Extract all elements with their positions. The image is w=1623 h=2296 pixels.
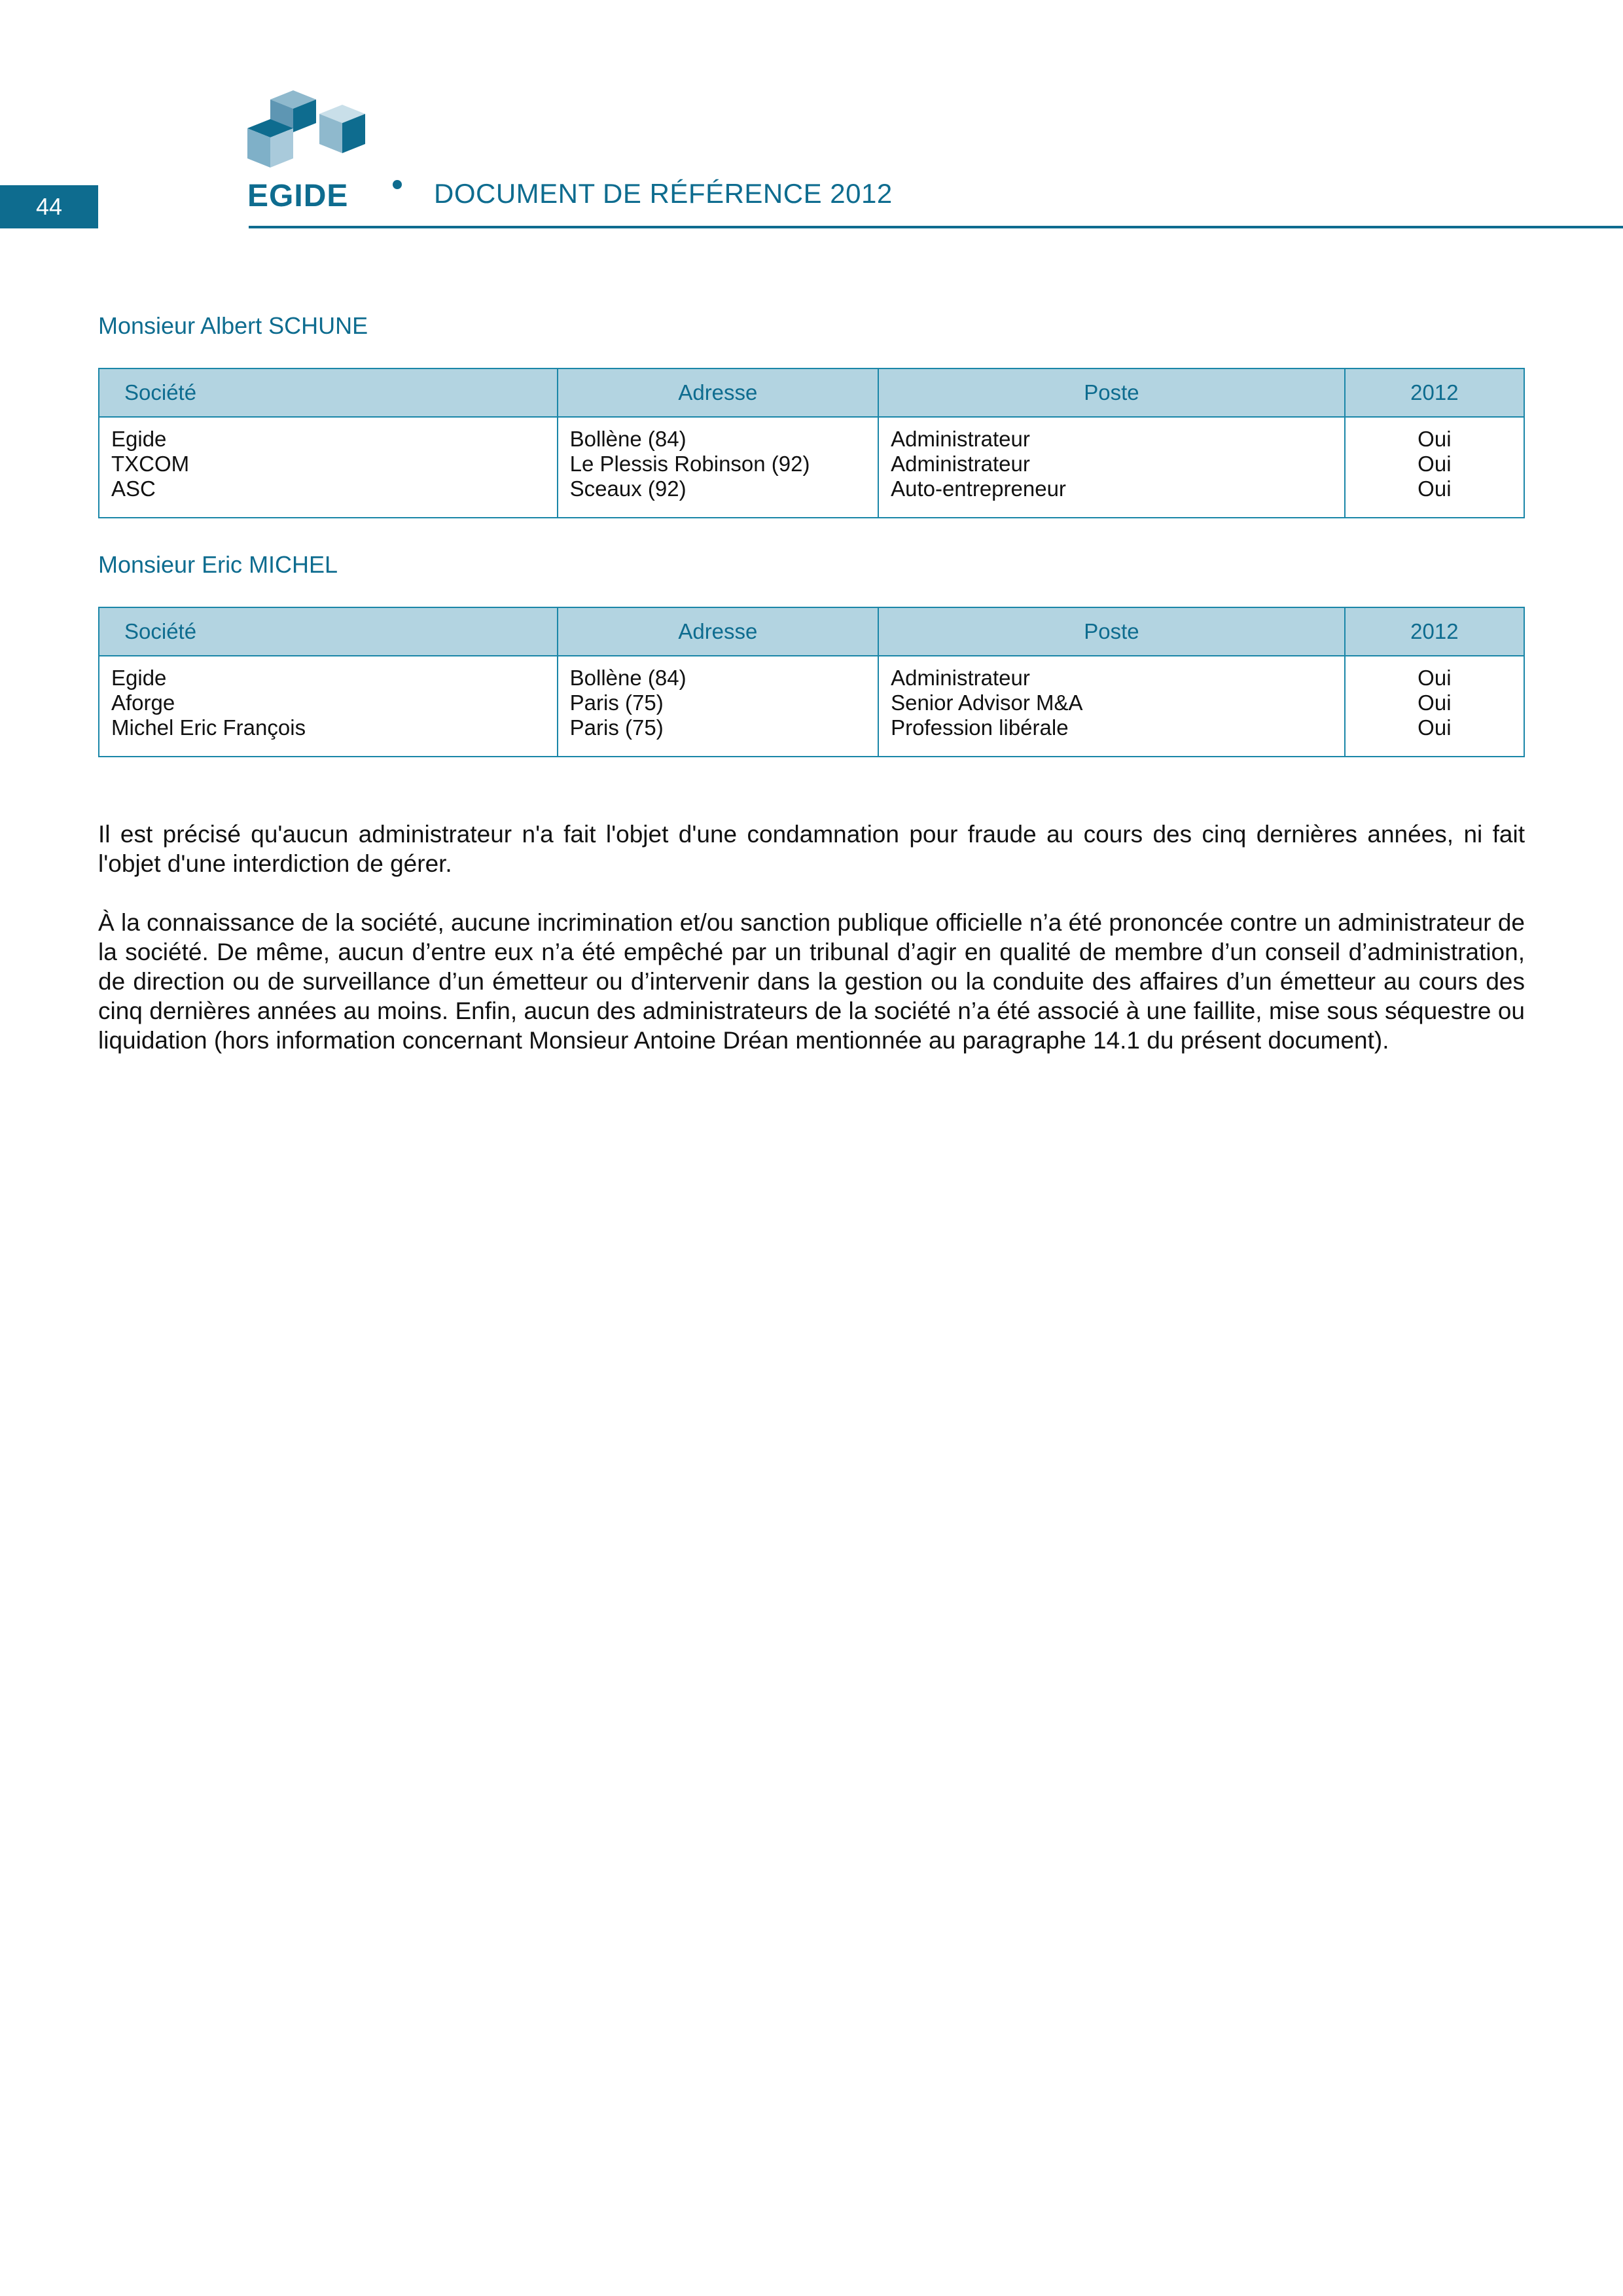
header-divider <box>249 226 1623 228</box>
year-value: Oui <box>1418 476 1452 501</box>
societe-value: TXCOM <box>111 452 190 476</box>
cubes-logo-icon <box>247 85 365 177</box>
paragraph-condamnation: Il est précisé qu'aucun administrateur n'a fait l'objet d'une condamnation pour fraude au cours des cinq dernières années, ni fait l'objet d'une interdiction de gérer. <box>98 821 1525 877</box>
year-cell <box>1345 417 1524 518</box>
poste-cell <box>878 656 1345 757</box>
poste-value: Profession libérale <box>891 715 1069 740</box>
poste-value: Senior Advisor M&A <box>891 691 1083 715</box>
logo-text: EGIDE <box>247 179 349 213</box>
poste-value: Administrateur <box>891 666 1030 690</box>
poste-value: Auto-entrepreneur <box>891 476 1066 501</box>
section-title-schune: Monsieur Albert SCHUNE <box>98 312 368 339</box>
year-cell <box>1345 656 1524 757</box>
year-value: Oui <box>1418 452 1452 476</box>
poste-value: Administrateur <box>891 452 1030 476</box>
adresse-value: Paris (75) <box>569 715 664 740</box>
table-header-row <box>99 607 1524 656</box>
year-value: Oui <box>1418 427 1452 451</box>
year-value: Oui <box>1418 715 1452 740</box>
column-header-societe: Société <box>99 368 558 417</box>
document-title: DOCUMENT DE RÉFÉRENCE 2012 <box>434 178 893 209</box>
table-row <box>99 656 1524 757</box>
societe-value: Egide <box>111 427 167 451</box>
societe-value: Michel Eric François <box>111 715 306 740</box>
page-number: 44 <box>0 185 98 228</box>
adresse-value: Sceaux (92) <box>569 476 687 501</box>
column-header-adresse: Adresse <box>558 607 878 656</box>
adresse-value: Paris (75) <box>569 691 664 715</box>
column-header-poste: Poste <box>878 607 1345 656</box>
societe-value: Aforge <box>111 691 175 715</box>
column-header-adresse: Adresse <box>558 368 878 417</box>
poste-cell <box>878 417 1345 518</box>
adresse-cell <box>558 417 878 518</box>
column-header-poste: Poste <box>878 368 1345 417</box>
mandates-table-michel <box>98 607 1525 757</box>
mandates-table-schune <box>98 368 1525 518</box>
societe-value: ASC <box>111 476 156 501</box>
year-value: Oui <box>1418 691 1452 715</box>
table-header-row <box>99 368 1524 417</box>
adresse-value: Bollène (84) <box>569 666 687 690</box>
header-bullet <box>393 180 402 189</box>
paragraph-incrimination: À la connaissance de la société, aucune incrimination et/ou sanction publique officielle n’a été prononcée contre un administrateur de la société. De même, aucun d’entre eux n’a été empêché par un tribunal d’agir en qualité de membre d’un conseil d’administration, de direction ou de surveillance d’un émetteur ou d’intervenir dans la gestion ou la conduite des affaires d’un émetteur au cours des cinq dernières années au moins. Enfin, aucun des administrateurs de la société n’a été associé à une faillite, mise sous séquestre ou liquidation (hors information concernant Monsieur Antoine Dréan mentionnée au paragraphe 14.1 du présent document). <box>98 909 1525 1054</box>
column-header-year: 2012 <box>1345 607 1524 656</box>
adresse-value: Le Plessis Robinson (92) <box>569 452 810 476</box>
adresse-value: Bollène (84) <box>569 427 687 451</box>
societe-cell <box>99 656 558 757</box>
year-value: Oui <box>1418 666 1452 690</box>
societe-value: Egide <box>111 666 167 690</box>
adresse-cell <box>558 656 878 757</box>
column-header-year: 2012 <box>1345 368 1524 417</box>
section-title-michel: Monsieur Eric MICHEL <box>98 551 338 578</box>
societe-cell <box>99 417 558 518</box>
column-header-societe: Société <box>99 607 558 656</box>
poste-value: Administrateur <box>891 427 1030 451</box>
egide-logo <box>247 85 365 211</box>
table-row <box>99 417 1524 518</box>
